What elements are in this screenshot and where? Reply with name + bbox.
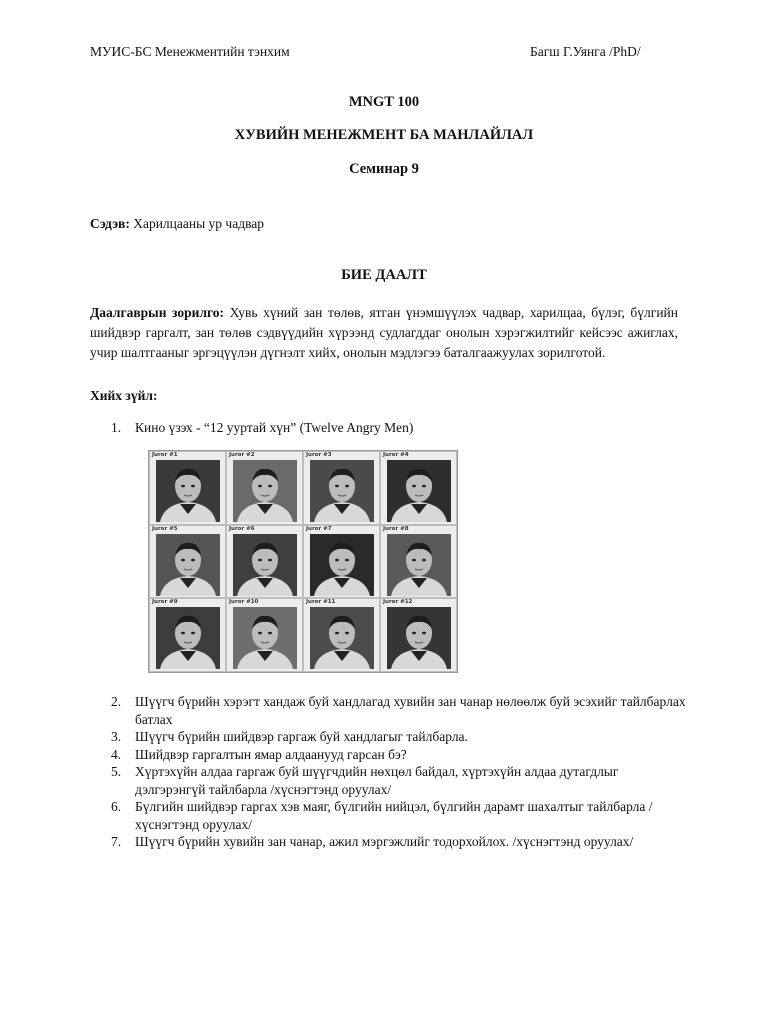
task-item [90, 746, 690, 764]
juror-grid [149, 451, 457, 672]
juror-label: Juror #7 [306, 525, 332, 532]
header-teacher: Багш Г.Уянга /PhD/ [530, 44, 641, 59]
juror-photo [303, 525, 380, 599]
juror-label: Juror #2 [229, 452, 255, 458]
task-text: Кино үзэх - “12 ууртай хүн” (Twelve Angry Men) [135, 420, 414, 435]
task-item [90, 763, 690, 798]
juror-photo [303, 451, 380, 525]
task-text: Шүүгч бүрийн хувийн зан чанар, ажил мэргэжлийг тодорхойлох. /хүснэгтэнд оруулах/ [135, 834, 634, 849]
juror-portrait [156, 460, 220, 522]
task-text: Бүлгийн шийдвэр гаргах хэв маяг, бүлгийн нийцэл, бүлгийн дарамт шахалтыг тайлбарла /хүснэгтэнд оруулах/ [135, 799, 653, 832]
task-number: 2. [111, 694, 122, 709]
juror-label: Juror #10 [229, 599, 259, 606]
task-text: Шүүгч бүрийн шийдвэр гаргаж буй хандлагыг тайлбарла. [135, 729, 468, 744]
juror-label: Juror #8 [383, 525, 409, 532]
todo-label-text: Хийх зүйл: [90, 388, 158, 403]
juror-photo [226, 451, 303, 525]
topic-label: Сэдэв: [90, 216, 130, 231]
task-text: Шүүгч бүрийн хэрэгт хандаж буй хандлагад хувийн зан чанар нөлөөлж буй эсэхийг тайлбарлах батлах [135, 694, 686, 727]
juror-label: Juror #1 [152, 452, 178, 458]
task-text: Шийдвэр гаргалтын ямар алдаанууд гарсан бэ? [135, 746, 407, 762]
juror-portrait [387, 607, 451, 669]
juror-photo [226, 598, 303, 672]
task-number: 6. [111, 799, 122, 814]
juror-portrait [387, 460, 451, 522]
juror-label: Juror #3 [306, 452, 332, 458]
juror-label: Juror #12 [383, 599, 413, 606]
course-title: ХУВИЙН МЕНЕЖМЕНТ БА МАНЛАЙЛАЛ [234, 127, 534, 143]
topic-line [90, 214, 678, 234]
juror-photo [226, 525, 303, 599]
juror-portrait [233, 607, 297, 669]
juror-portrait [310, 534, 374, 596]
task-item [90, 693, 690, 728]
juror-photo [149, 451, 226, 525]
juror-photo [380, 451, 457, 525]
task-number: 7. [111, 834, 122, 849]
goal-label: Даалгаврын зорилго: [90, 305, 225, 320]
goal-text: Хувь хүний зан төлөв, ятган үнэмшүүлэх чадвар, харилцаа, бүлэг, бүлгийн шийдвэр гаргалт, зан төлөв сэдвүүдийн хүрээнд судлагддаг онолын хэрэгжилтийг кейсээс ажиглах, учир шалтгааныг эргэцүүлэн дүгнэлт хийх, онолын мэдлэгээ баталгаажуулах зорилготой. [90, 305, 678, 360]
task-number: 4. [111, 746, 122, 762]
task-item [90, 728, 690, 746]
juror-portrait [233, 460, 297, 522]
juror-photo [380, 598, 457, 672]
task-1 [90, 419, 690, 437]
task-item [90, 798, 690, 833]
juror-portrait [310, 460, 374, 522]
topic-value: Харилцааны ур чадвар [133, 216, 265, 231]
juror-portrait [156, 607, 220, 669]
juror-label: Juror #6 [229, 525, 255, 532]
juror-portrait [233, 534, 297, 596]
juror-photo [149, 598, 226, 672]
course-code: MNGT 100 [348, 94, 420, 110]
todo-label [90, 386, 678, 406]
jurors-photo-grid [148, 450, 458, 673]
juror-label: Juror #11 [306, 599, 336, 606]
juror-photo [303, 598, 380, 672]
seminar-title: Семинар 9 [349, 161, 419, 177]
task-number: 1. [111, 420, 122, 435]
juror-label: Juror #5 [152, 525, 178, 532]
task-list [90, 693, 690, 851]
juror-label: Juror #9 [152, 599, 178, 606]
goal-paragraph [90, 303, 678, 363]
juror-portrait [156, 534, 220, 596]
juror-photo [149, 525, 226, 599]
task-number: 5. [111, 764, 122, 779]
juror-portrait [310, 607, 374, 669]
juror-label: Juror #4 [383, 452, 409, 458]
task-text: Хүртэхүйн алдаа гаргаж буй шүүгчдийн нөхцөл байдал, хүртэхүйн алдаа дутагдлыг дэлгэрэнгүй тайлбарла /хүснэгтэнд оруулах/ [135, 764, 619, 797]
section-title: БИЕ ДААЛТ [341, 267, 427, 283]
task-number: 3. [111, 729, 122, 744]
header-department: МУИС-БС Менежментийн тэнхим [90, 44, 290, 59]
juror-portrait [387, 534, 451, 596]
task-item [90, 833, 690, 851]
juror-photo [380, 525, 457, 599]
